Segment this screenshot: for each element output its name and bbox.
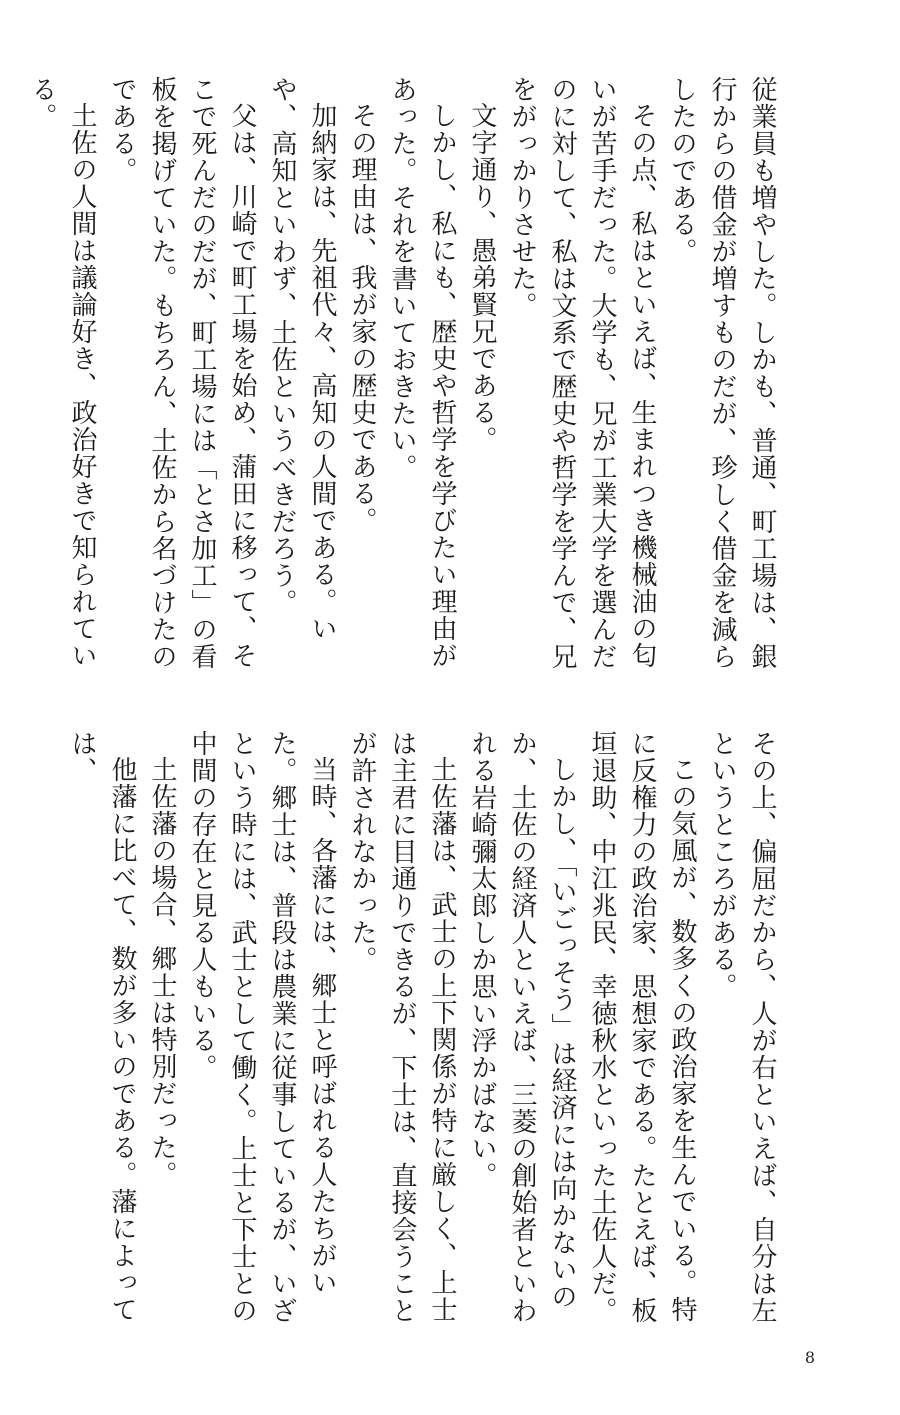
paragraph: この気風が、数多くの政治家を生んでいる。特に反権力の政治家、思想家である。たとえば、板垣退助、中江兆民、幸徳秋水といった土佐人だ。 bbox=[587, 730, 697, 1324]
paragraph: その上、偏屈だから、人が右といえば、自分は左というところがある。 bbox=[707, 730, 777, 1324]
paragraph: しかし、「いごっそう」は経済には向かないのか、土佐の経済人といえば、三菱の創始者といわれる岩崎彌太郎しか思い浮かばない。 bbox=[467, 730, 577, 1324]
lower-text-block bbox=[67, 730, 782, 1330]
paragraph: 土佐藩の場合、郷士は特別だった。 bbox=[147, 756, 177, 1188]
paragraph: 加納家は、先祖代々、高知の人間である。いや、高知といわず、土佐というべきだろう。 bbox=[267, 76, 337, 642]
paragraph: 文字通り、愚弟賢兄である。 bbox=[467, 102, 497, 453]
paragraph: 土佐の人間は議論好き、政治好きで知られている。 bbox=[27, 76, 97, 669]
paragraph: その理由は、我が家の歴史である。 bbox=[347, 102, 377, 534]
paragraph: その点、私はといえば、生まれつき機械油の匂いが苦手だった。大学も、兄が工業大学を選んだのに対して、私は文系で歴史や哲学を学んで、兄をがっかりさせた。 bbox=[507, 76, 657, 670]
upper-text-block bbox=[27, 76, 782, 676]
paragraph: 当時、各藩には、郷士と呼ばれる人たちがいた。郷士は、普段は農業に従事しているが、いざという時には、武士として働く。上士と下士との中間の存在と見る人もいる。 bbox=[187, 730, 337, 1324]
page-number: 8 bbox=[804, 1348, 815, 1367]
paragraph: 他藩に比べて、数が多いのである。藩によっては、 bbox=[67, 730, 137, 1323]
paragraph: 土佐藩は、武士の上下関係が特に厳しく、上士は主君に目通りできるが、下士は、直接会うことが許されなかった。 bbox=[347, 730, 457, 1324]
paragraph: 従業員も増やした。しかも、普通、町工場は、銀行からの借金が増すものだが、珍しく借金を減らしたのである。 bbox=[667, 76, 777, 670]
paragraph: しかし、私にも、歴史や哲学を学びたい理由があった。それを書いておきたい。 bbox=[387, 76, 457, 669]
paragraph: 父は、川崎で町工場を始め、蒲田に移って、そこで死んだのだが、町工場には「とさ加工」の看板を掲げていた。もちろん、土佐から名づけたのである。 bbox=[107, 76, 257, 670]
